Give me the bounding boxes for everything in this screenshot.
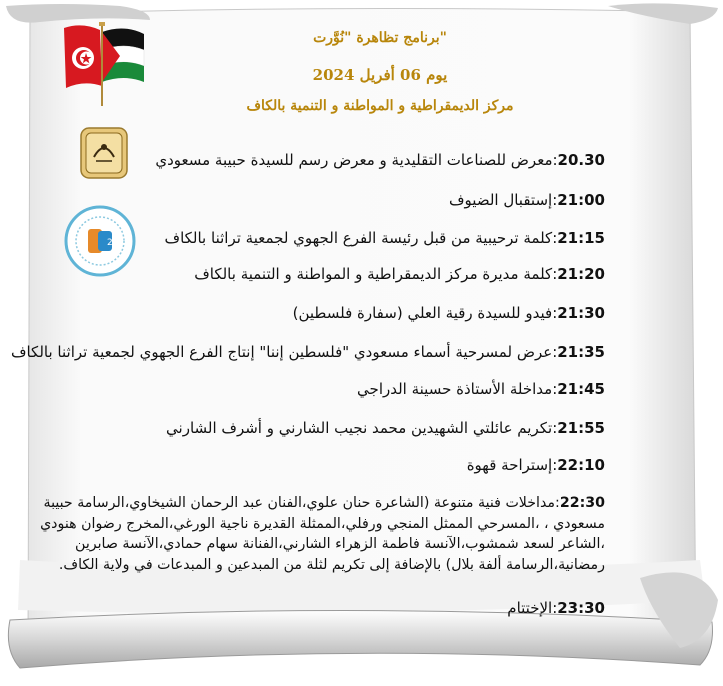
program-item: 21:45:مداخلة الأستاذة حسينة الدراجي xyxy=(357,380,605,398)
tunisia-palestine-flags-icon xyxy=(58,20,150,106)
palestine-flag-icon xyxy=(102,28,144,82)
program-item: 21:35:عرض لمسرحية أسماء مسعودي "فلسطين إننا" إنتاج الفرع الجهوي لجمعية تراثنا بالكاف xyxy=(10,343,605,361)
program-item: 20.30:معرض للصناعات التقليدية و معرض رسم للسيدة حبيبة مسعودي xyxy=(155,151,605,169)
program-item-closing: 23:30:الإختتام xyxy=(507,599,605,617)
program-item: 21:55:تكريم عائلتي الشهيدين محمد نجيب الشارني و أشرف الشارني xyxy=(166,419,605,437)
event-date: يوم 06 أفريل 2024 xyxy=(312,66,448,84)
program-title: برنامج تظاهرة "نُوَّرت" xyxy=(313,30,447,46)
svg-text:2: 2 xyxy=(107,238,113,248)
tunisia-flag-icon xyxy=(64,25,102,88)
democracy-center-logo-icon xyxy=(64,205,136,277)
event-venue: مركز الديمقراطية و المواطنة و التنمية بالكاف xyxy=(246,98,514,114)
program-item: 21:15:كلمة ترحيبية من قبل رئيسة الفرع الجهوي لجمعية تراثنا بالكاف xyxy=(164,229,605,247)
program-item: 21:20:كلمة مديرة مركز الديمقراطية و المواطنة و التنمية بالكاف xyxy=(194,265,605,283)
program-item: 21:30:فيدو للسيدة رقية العلي (سفارة فلسطين) xyxy=(292,304,605,322)
program-item-performances: 22:30:مداخلات فنية متنوعة (الشاعرة حنان علوي،الفنان عبد الرحمان الشيخاوي،الرسامة حبيبة مسعودي ، ،المسرحي الممثل المنجي ورفلي،الممثلة القديرة ناجية الورغي،المخرج رضوان هنودي ،الشاعر لسعد شمشوب،الآنسة فاطمة الزهراء الشارني،الفنانة سهام حمادي،الآنسة صابرين رمضانية،الرسامة ألفة بلال) بالإضافة إلى تكريم لثلة من المبدعين و المبدعات في ولاية الكاف. xyxy=(40,495,605,573)
program-item: 22:10:إستراحة قهوة xyxy=(466,456,605,474)
program-item: 21:00:إستقبال الضيوف xyxy=(449,191,605,209)
association-logo-icon xyxy=(80,127,128,179)
